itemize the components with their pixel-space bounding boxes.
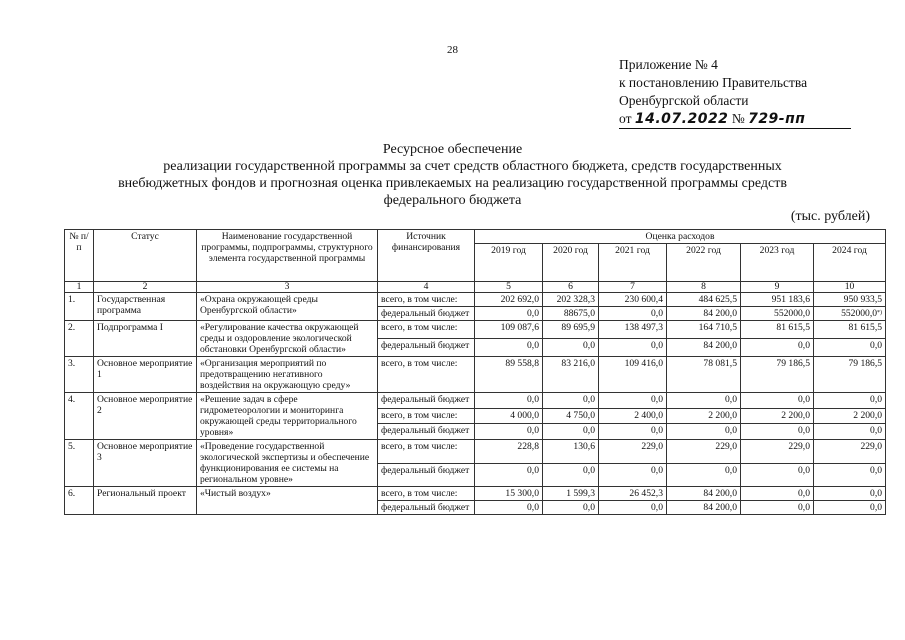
row-value	[599, 501, 667, 515]
row-value	[599, 293, 667, 307]
row-status: Подпрограмма I	[94, 321, 197, 357]
value-text: 0,0	[651, 502, 663, 513]
row-value	[543, 424, 599, 440]
row-value	[543, 463, 599, 487]
column-number: 7	[599, 282, 667, 293]
row-value	[543, 440, 599, 464]
row-value	[543, 339, 599, 357]
row-source: федеральный бюджет	[378, 463, 475, 487]
value-text: 202 328,3	[556, 294, 595, 305]
value-text: 109 087,6	[500, 322, 539, 333]
header-year: 2023 год	[741, 244, 814, 282]
value-text: 0,0	[527, 464, 539, 476]
value-text: 0,0	[527, 425, 539, 437]
title-line-3: внебюджетных фондов и прогнозная оценка привлекаемых на реализацию государственной программы средств	[118, 176, 787, 191]
value-text: 84 200,0	[703, 308, 737, 319]
row-value	[475, 293, 543, 307]
row-value	[741, 321, 814, 339]
value-text: 0,0	[725, 464, 737, 476]
value-text: 950 933,5	[843, 294, 883, 305]
header-year: 2021 год	[599, 244, 667, 282]
value-text: 2 200,0	[853, 409, 883, 421]
header-source: Источник финансирования	[378, 230, 475, 282]
value-text: 84 200,0	[703, 502, 737, 513]
row-value	[667, 501, 741, 515]
row-status: Основное мероприятие 1	[94, 357, 197, 393]
row-value	[599, 339, 667, 357]
table-row	[65, 293, 886, 307]
value-text: 0,0	[798, 425, 810, 437]
value-text: 0,0	[651, 425, 663, 437]
table-row	[65, 487, 886, 501]
value-text: 0,0	[798, 394, 810, 405]
row-value	[814, 440, 886, 464]
value-text: 2 200,0	[708, 409, 737, 421]
row-value	[599, 307, 667, 321]
value-text: 0,0	[527, 308, 539, 319]
table-row	[65, 440, 886, 464]
row-value	[667, 357, 741, 393]
row-value	[667, 424, 741, 440]
appendix-block	[619, 56, 851, 129]
value-text: 0,0	[798, 502, 810, 513]
row-name: «Решение задач в сфере гидрометеорологии и мониторинга окружающей среды территориального уровня»	[197, 393, 378, 440]
row-status: Государственная программа	[94, 293, 197, 321]
row-value	[741, 339, 814, 357]
value-text: 484 625,5	[698, 294, 737, 305]
column-number: 1	[65, 282, 94, 293]
row-value	[814, 307, 886, 321]
row-number: 2.	[65, 321, 94, 357]
column-number: 4	[378, 282, 475, 293]
value-text: 0,0	[798, 488, 810, 499]
value-text: 0,0	[527, 394, 539, 405]
value-text: 1 599,3	[566, 488, 595, 499]
row-source: всего, в том числе:	[378, 408, 475, 424]
row-value	[814, 339, 886, 357]
value-text: 81 615,5	[776, 322, 810, 333]
column-number: 6	[543, 282, 599, 293]
value-text: 2 200,0	[781, 409, 810, 421]
appendix-region: Оренбургской области	[619, 93, 749, 108]
row-value	[599, 487, 667, 501]
appendix-resolution: к постановлению Правительства	[619, 75, 808, 90]
row-value	[741, 408, 814, 424]
row-value	[814, 424, 886, 440]
value-text: 0,0	[651, 308, 663, 319]
value-text: 0,0	[870, 394, 883, 405]
value-text: 79 186,5	[776, 358, 810, 369]
value-text: 951 183,6	[771, 294, 810, 305]
row-value	[475, 408, 543, 424]
row-value	[475, 357, 543, 393]
row-source: федеральный бюджет	[378, 393, 475, 409]
row-value	[814, 393, 886, 409]
column-number: 10	[814, 282, 886, 293]
value-text: 0,0	[798, 340, 810, 351]
value-text: 81 615,5	[848, 322, 883, 333]
row-value	[599, 393, 667, 409]
value-text: 26 452,3	[629, 488, 663, 499]
row-value	[667, 463, 741, 487]
row-value	[475, 307, 543, 321]
appendix-title: Приложение № 4	[619, 57, 718, 72]
value-text: 229,0	[715, 441, 737, 452]
table-row	[65, 393, 886, 409]
row-value	[543, 501, 599, 515]
row-source: всего, в том числе:	[378, 357, 475, 393]
row-value	[667, 339, 741, 357]
row-name: «Организация мероприятий по предотвращению негативного воздействия на окружающую среду»	[197, 357, 378, 393]
row-number: 5.	[65, 440, 94, 487]
row-value	[741, 293, 814, 307]
row-status: Основное мероприятие 2	[94, 393, 197, 440]
column-number: 3	[197, 282, 378, 293]
value-text: 229,0	[641, 441, 663, 452]
row-value	[543, 357, 599, 393]
row-value	[475, 501, 543, 515]
value-text: 88675,0	[563, 308, 595, 319]
value-text: 0,0	[651, 340, 663, 351]
row-value	[667, 321, 741, 339]
value-text: 229,0	[788, 441, 810, 452]
value-text: 0,0	[527, 340, 539, 351]
value-text: 84 200,0	[703, 340, 737, 351]
column-number-row	[65, 282, 886, 293]
row-source: всего, в том числе:	[378, 440, 475, 464]
value-text: 552000,0	[774, 308, 810, 319]
row-value	[814, 357, 886, 393]
value-text: 230 600,4	[624, 294, 663, 305]
row-number: 6.	[65, 487, 94, 515]
handwritten-date: 14.07.2022	[634, 111, 729, 127]
footnote-marker: *)	[877, 310, 883, 316]
header-name: Наименование государственной программы, подпрограммы, структурного элемента государственной программы	[197, 230, 378, 282]
row-value	[814, 463, 886, 487]
value-text: 84 200,0	[703, 488, 737, 499]
value-text: 109 416,0	[624, 358, 663, 369]
row-value	[543, 487, 599, 501]
row-value	[599, 408, 667, 424]
row-value	[814, 487, 886, 501]
row-status: Региональный проект	[94, 487, 197, 515]
row-value	[741, 487, 814, 501]
row-value	[599, 424, 667, 440]
value-text: 130,6	[573, 441, 595, 452]
row-value	[814, 408, 886, 424]
value-text: 0,0	[583, 464, 595, 476]
row-name: «Охрана окружающей среды Оренбургской области»	[197, 293, 378, 321]
row-number: 4.	[65, 393, 94, 440]
header-year: 2019 год	[475, 244, 543, 282]
value-text: 89 558,8	[505, 358, 539, 369]
row-value	[475, 339, 543, 357]
title-line-4: федерального бюджета	[383, 193, 522, 208]
row-value	[475, 321, 543, 339]
value-text: 0,0	[651, 394, 663, 405]
row-number: 3.	[65, 357, 94, 393]
row-value	[543, 321, 599, 339]
value-text: 79 186,5	[848, 358, 883, 369]
column-number: 9	[741, 282, 814, 293]
value-text: 0,0	[870, 464, 883, 476]
table-row	[65, 357, 886, 393]
row-value	[741, 357, 814, 393]
value-text: 78 081,5	[703, 358, 737, 369]
row-value	[667, 487, 741, 501]
row-value	[741, 440, 814, 464]
row-value	[475, 440, 543, 464]
value-text: 552000,0	[841, 308, 878, 319]
header-status: Статус	[94, 230, 197, 282]
value-text: 138 497,3	[624, 322, 663, 333]
row-value	[741, 393, 814, 409]
row-source: федеральный бюджет	[378, 424, 475, 440]
row-value	[599, 357, 667, 393]
header-year: 2020 год	[543, 244, 599, 282]
value-text: 0,0	[725, 425, 737, 437]
value-text: 4 000,0	[510, 409, 539, 421]
row-value	[667, 408, 741, 424]
value-text: 228,8	[517, 441, 539, 452]
row-value	[475, 487, 543, 501]
value-text: 0,0	[583, 394, 595, 405]
header-row	[65, 230, 886, 244]
page-number: 28	[447, 44, 458, 56]
row-value	[543, 293, 599, 307]
column-number: 8	[667, 282, 741, 293]
row-value	[741, 307, 814, 321]
value-text: 229,0	[860, 441, 883, 452]
value-text: 0,0	[870, 502, 883, 513]
row-value	[814, 293, 886, 307]
value-text: 0,0	[798, 464, 810, 476]
value-text: 0,0	[583, 502, 595, 513]
row-value	[741, 424, 814, 440]
row-source: всего, в том числе:	[378, 487, 475, 501]
header-estimate: Оценка расходов	[475, 230, 886, 244]
budget-table	[64, 229, 886, 515]
value-text: 202 692,0	[500, 294, 539, 305]
number-prefix: №	[731, 111, 745, 126]
row-source: федеральный бюджет	[378, 307, 475, 321]
row-value	[599, 440, 667, 464]
row-name: «Чистый воздух»	[197, 487, 378, 515]
row-value	[599, 321, 667, 339]
value-text: 0,0	[651, 464, 663, 476]
row-value	[543, 393, 599, 409]
row-source: всего, в том числе:	[378, 293, 475, 307]
handwritten-number: 729-пп	[748, 111, 806, 127]
value-text: 89 695,9	[561, 322, 595, 333]
table-row	[65, 321, 886, 339]
value-text: 0,0	[870, 425, 883, 437]
row-number: 1.	[65, 293, 94, 321]
row-value	[667, 307, 741, 321]
document-title	[0, 141, 905, 209]
value-text: 0,0	[527, 502, 539, 513]
row-value	[543, 408, 599, 424]
column-number: 5	[475, 282, 543, 293]
title-line-2: реализации государственной программы за счет средств областного бюджета, средств государственных	[163, 159, 782, 174]
value-text: 0,0	[870, 340, 883, 351]
appendix-date-line	[619, 110, 851, 129]
value-text: 2 400,0	[634, 409, 663, 421]
row-value	[599, 463, 667, 487]
row-value	[543, 307, 599, 321]
row-value	[667, 440, 741, 464]
row-value	[475, 463, 543, 487]
value-text: 0,0	[583, 340, 595, 351]
row-value	[814, 321, 886, 339]
row-value	[475, 393, 543, 409]
row-name: «Регулирование качества окружающей среды и оздоровление экологической обстановки Оренбургской области»	[197, 321, 378, 357]
header-year: 2022 год	[667, 244, 741, 282]
row-name: «Проведение государственной экологической экспертизы и обеспечение функционирования ее системы на региональном уровне»	[197, 440, 378, 487]
value-text: 0,0	[725, 394, 737, 405]
value-text: 0,0	[583, 425, 595, 437]
header-num: № п/п	[65, 230, 94, 282]
row-value	[741, 463, 814, 487]
value-text: 164 710,5	[698, 322, 737, 333]
row-value	[667, 293, 741, 307]
header-year: 2024 год	[814, 244, 886, 282]
row-value	[475, 424, 543, 440]
title-line-1: Ресурсное обеспечение	[382, 142, 523, 157]
date-prefix: от	[619, 111, 632, 126]
value-text: 83 216,0	[561, 358, 595, 369]
row-value	[741, 501, 814, 515]
row-status: Основное мероприятие 3	[94, 440, 197, 487]
value-text: 0,0	[870, 488, 883, 499]
row-source: федеральный бюджет	[378, 501, 475, 515]
row-source: федеральный бюджет	[378, 339, 475, 357]
units-label: (тыс. рублей)	[790, 209, 870, 224]
column-number: 2	[94, 282, 197, 293]
value-text: 15 300,0	[505, 488, 539, 499]
row-value	[814, 501, 886, 515]
row-source: всего, в том числе:	[378, 321, 475, 339]
row-value	[667, 393, 741, 409]
value-text: 4 750,0	[566, 409, 595, 421]
